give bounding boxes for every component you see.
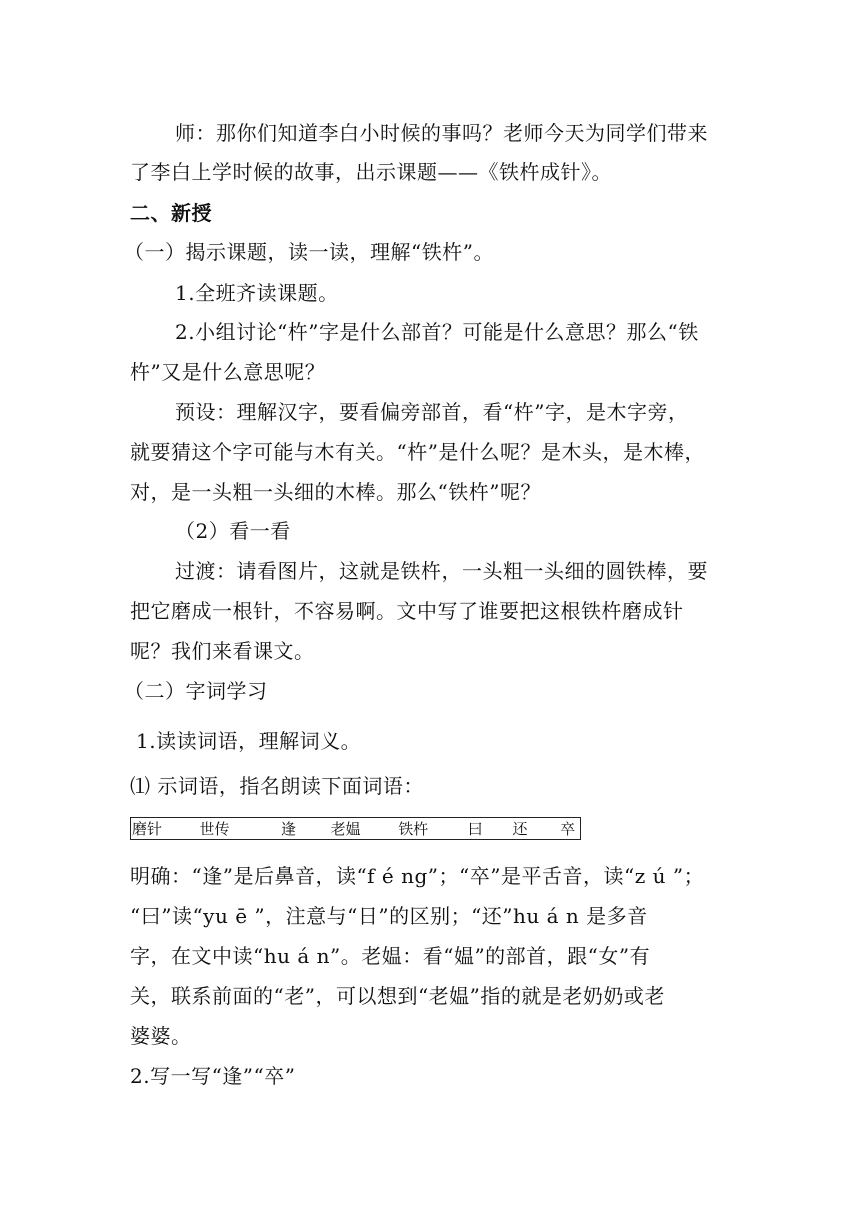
paragraph-line: 明确：“逢”是后鼻音，读“f é ng”；“卒”是平舌音，读“z ú ”；: [130, 864, 705, 888]
list-item: ⑴ 示词语，指名朗读下面词语：: [130, 774, 424, 798]
vocabulary-table: [130, 817, 581, 840]
subsection-heading: （二）字词学习: [124, 679, 268, 703]
paragraph-line: 对，是一头粗一头细的木棒。那么“铁杵”呢？: [130, 480, 541, 504]
vocabulary-word: 铁杵: [398, 820, 429, 838]
paragraph-line: 了李白上学时候的故事，出示课题——《铁杵成针》。: [130, 160, 612, 184]
vocabulary-word: 世传: [199, 820, 230, 838]
list-item: 2.写一写“逢”“卒”: [130, 1064, 296, 1088]
vocabulary-word: 曰: [467, 820, 483, 838]
vocabulary-word: 还: [512, 820, 528, 838]
vocabulary-word: 磨针: [132, 820, 163, 838]
vocabulary-word: 老媪: [330, 820, 361, 838]
paragraph-line: 把它磨成一根针，不容易啊。文中写了谁要把这根铁杵磨成针: [130, 599, 684, 623]
section-heading: 二、新授: [130, 201, 212, 225]
paragraph-line: 就要猜这个字可能与木有关。“杵”是什么呢？是木头，是木棒，: [130, 440, 705, 464]
list-item: 2.小组讨论“杵”字是什么部首？可能是什么意思？那么“铁: [175, 320, 699, 344]
paragraph-line: 字，在文中读“hu á n”。老媪：看“媪”的部首，跟“女”有: [130, 944, 651, 968]
paragraph-line: “曰”读“yu ē ”，注意与“日”的区别；“还”hu á n 是多音: [130, 904, 648, 928]
vocabulary-word: 卒: [560, 820, 576, 838]
subsection-heading: （一）揭示课题，读一读，理解“铁杵”。: [124, 240, 494, 264]
paragraph-line: 预设：理解汉字，要看偏旁部首，看“杵”字，是木字旁，: [175, 400, 689, 424]
paragraph-line: 关，联系前面的“老”，可以想到“老媪”指的就是老奶奶或老: [130, 984, 665, 1008]
vocabulary-word: 逢: [281, 820, 297, 838]
paragraph-line: 呢？我们来看课文。: [130, 639, 315, 663]
paragraph-line: 过渡：请看图片，这就是铁杵，一头粗一头细的圆铁棒，要: [175, 559, 708, 583]
paragraph-line: 杵”又是什么意思呢？: [130, 360, 326, 384]
paragraph-line: 师：那你们知道李白小时候的事吗？老师今天为同学们带来: [175, 121, 708, 145]
list-item: 1.读读词语，理解词义。: [136, 729, 362, 753]
paragraph-line: 婆婆。: [130, 1024, 192, 1048]
subsection-heading: （2）看一看: [175, 519, 291, 543]
list-item: 1.全班齐读课题。: [175, 281, 339, 305]
